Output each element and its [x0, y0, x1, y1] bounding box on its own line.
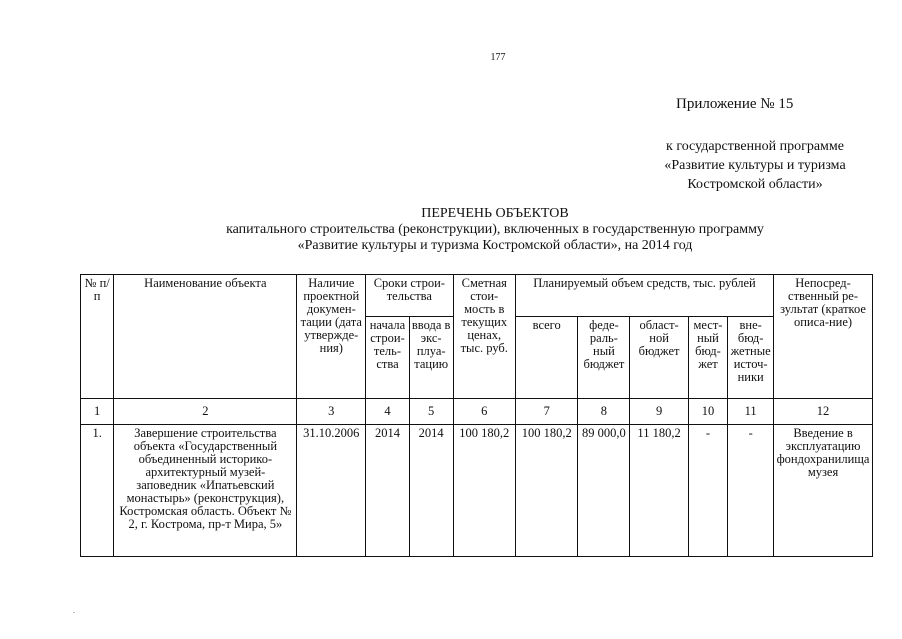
header-result: Непосред-ственный ре-зультат (краткое описа-ние) [774, 275, 873, 399]
header-local: мест-ный бюд-жет [688, 317, 728, 399]
title-line-3: «Развитие культуры и туризма Костромской области», на 2014 год [297, 238, 693, 253]
row-start: 2014 [366, 425, 410, 557]
header-terms: Сроки строи-тельства [366, 275, 453, 317]
appendix-line-3: Костромской области» [687, 177, 823, 192]
appendix-number: Приложение № 15 [676, 96, 794, 112]
row-name: Завершение строительства объекта «Государственный объединенный историко-архитектурный музей-заповедник «Ипатьевский монастырь» (реконструкция), Костромская область. Объект № 2, г. Кострома, пр-т Мира, 5» [114, 425, 297, 557]
col-number: 3 [297, 399, 366, 425]
appendix-reference [640, 137, 870, 194]
row-num: 1. [81, 425, 114, 557]
row-local: - [688, 425, 728, 557]
header-extra: вне-бюд-жетные источ-ники [728, 317, 774, 399]
col-number: 8 [578, 399, 630, 425]
col-number: 2 [114, 399, 297, 425]
col-number: 4 [366, 399, 410, 425]
col-number: 10 [688, 399, 728, 425]
row-total: 100 180,2 [515, 425, 577, 557]
row-cost: 100 180,2 [453, 425, 515, 557]
page-number: 177 [490, 52, 506, 63]
header-docs: Наличие проектной докумен-тации (дата утвержде-ния) [297, 275, 366, 399]
col-number: 5 [409, 399, 453, 425]
appendix-line-1: к государственной программе [666, 139, 844, 154]
header-regional: област-ной бюджет [630, 317, 688, 399]
row-federal: 89 000,0 [578, 425, 630, 557]
header-num: № п/п [81, 275, 114, 399]
row-result: Введение в эксплуатацию фондохранилища музея [774, 425, 873, 557]
scan-artifact: . [73, 606, 75, 615]
header-term-end: ввода в экс-плуа-тацию [409, 317, 453, 399]
col-number: 12 [774, 399, 873, 425]
col-number: 11 [728, 399, 774, 425]
appendix-line-2: «Развитие культуры и туризма [664, 158, 846, 173]
objects-table [80, 274, 873, 557]
document-title [120, 206, 870, 254]
title-line-2: капитального строительства (реконструкции), включенных в государственную программу [226, 222, 764, 237]
header-federal: феде-раль-ный бюджет [578, 317, 630, 399]
title-heading: ПЕРЕЧЕНЬ ОБЪЕКТОВ [421, 206, 569, 221]
row-regional: 11 180,2 [630, 425, 688, 557]
col-number: 1 [81, 399, 114, 425]
header-cost: Сметная стои-мость в текущих ценах, тыс. руб. [453, 275, 515, 399]
row-docs: 31.10.2006 [297, 425, 366, 557]
col-number: 7 [515, 399, 577, 425]
header-planned: Планируемый объем средств, тыс. рублей [515, 275, 773, 317]
row-end: 2014 [409, 425, 453, 557]
table-row [81, 425, 873, 557]
row-extra: - [728, 425, 774, 557]
header-total: всего [515, 317, 577, 399]
header-term-start: начала строи-тель-ства [366, 317, 410, 399]
col-number: 6 [453, 399, 515, 425]
header-name: Наименование объекта [114, 275, 297, 399]
col-number: 9 [630, 399, 688, 425]
